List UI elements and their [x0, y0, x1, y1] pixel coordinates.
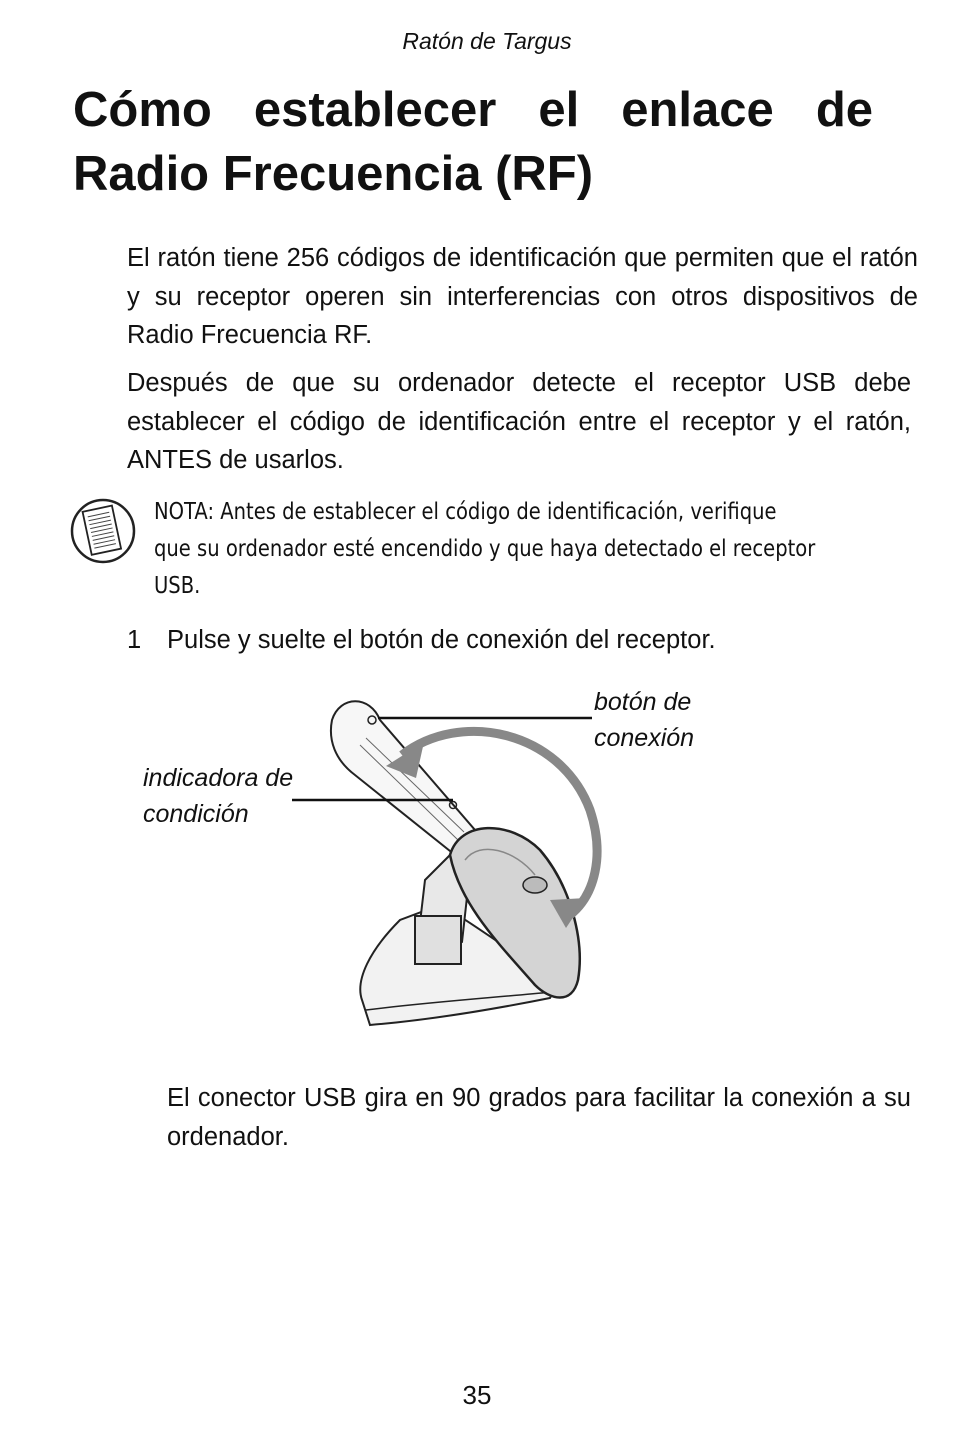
instruction-paragraph: Después de que su ordenador detecte el receptor USB debe establecer el código de identificación entre el receptor y el ratón, ANTES de usarlos. [127, 369, 911, 474]
step-1 [127, 621, 716, 659]
step-text: Pulse y suelte el botón de conexión del receptor. [167, 626, 716, 654]
page-title: Cómo establecer el enlace de Radio Frecuencia (RF) [73, 83, 873, 201]
intro-paragraph: El ratón tiene 256 códigos de identificación que permiten que el ratón y su receptor operen sin interferencias con otros dispositivos de Radio Frecuencia RF. [127, 244, 918, 349]
notepad-icon [70, 497, 136, 565]
note-text: NOTA: Antes de establecer el código de identificación, verifique que su ordenador esté encendido y que haya detectado el receptor USB. [154, 499, 816, 599]
callout-connect-button: botón de conexión [594, 688, 695, 752]
page-number: 35 [462, 1380, 492, 1410]
running-header: Ratón de Targus [402, 28, 572, 54]
step-number: 1 [127, 626, 142, 654]
rotation-paragraph: El conector USB gira en 90 grados para facilitar la conexión a su ordenador. [167, 1084, 911, 1151]
callout-status-indicator: indicadora de condición [143, 764, 294, 828]
